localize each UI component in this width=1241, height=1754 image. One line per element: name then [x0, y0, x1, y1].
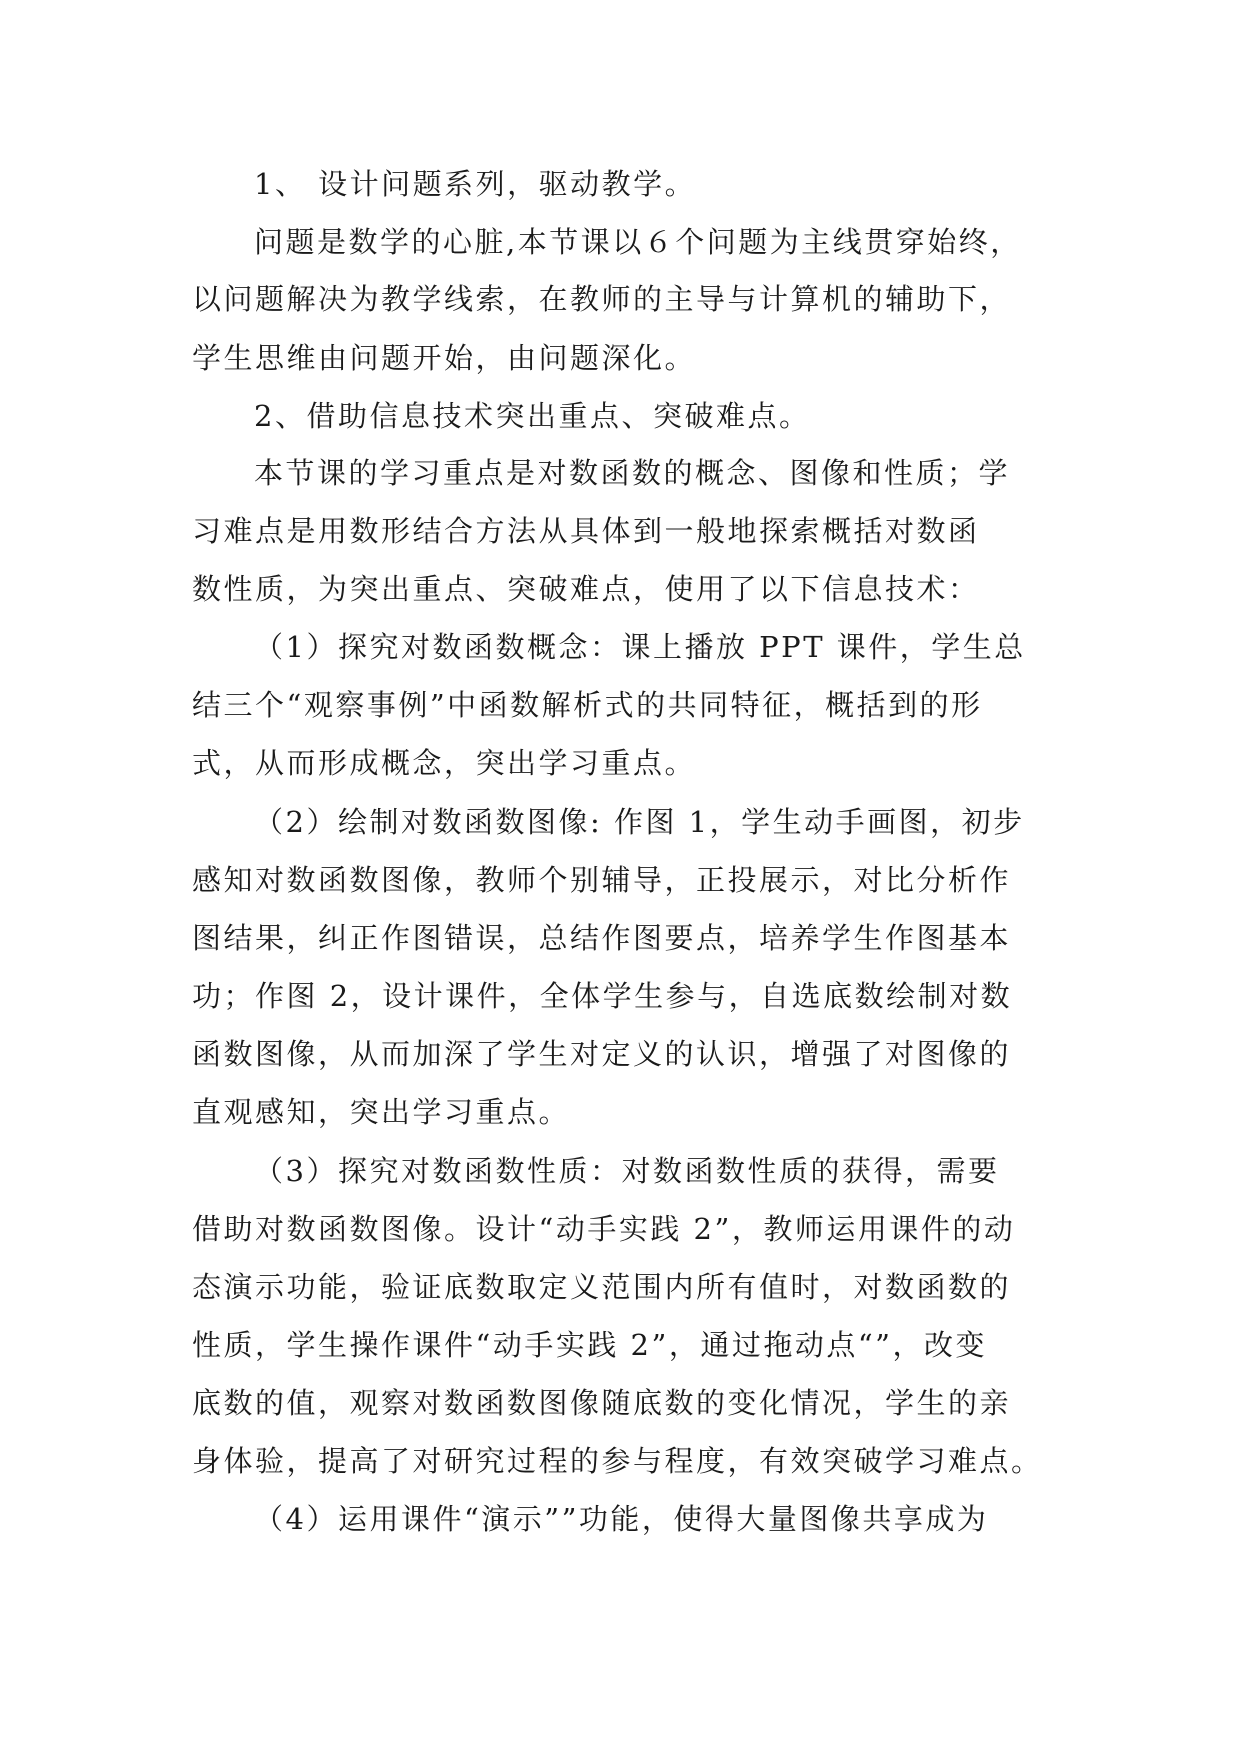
paragraph-line: 身体验，提高了对研究过程的参与程度，有效突破学习难点。	[192, 1444, 1043, 1478]
paragraph-line: （3）探究对数函数性质：对数函数性质的获得，需要	[254, 1154, 1000, 1188]
paragraph-line: 性质，学生操作课件“动手实践 2”，通过拖动点“”，改变	[192, 1328, 987, 1362]
heading-2: 2、借助信息技术突出重点、突破难点。	[254, 399, 811, 433]
paragraph-line: 问题是数学的心脏,本节课以６个问题为主线贯穿始终，	[254, 225, 1022, 259]
paragraph-line: 态演示功能，验证底数取定义范围内所有值时，对数函数的	[192, 1270, 1012, 1304]
paragraph-line: 借助对数函数图像。设计“动手实践 2”，教师运用课件的动	[192, 1212, 1016, 1246]
paragraph-line: 以问题解决为教学线索，在教师的主导与计算机的辅助下，	[192, 282, 1012, 316]
paragraph-line: 结三个“观察事例”中函数解析式的共同特征，概括到的形	[192, 688, 983, 722]
paragraph-line: 学生思维由问题开始，由问题深化。	[192, 341, 697, 375]
paragraph-line: 本节课的学习重点是对数函数的概念、图像和性质；学	[254, 456, 1011, 490]
paragraph-line: （1）探究对数函数概念：课上播放 PPT 课件，学生总	[254, 630, 1026, 664]
paragraph-line: 习难点是用数形结合方法从具体到一般地探索概括对数函	[192, 514, 980, 548]
paragraph-line: 底数的值，观察对数函数图像随底数的变化情况，学生的亲	[192, 1386, 1012, 1420]
paragraph-line: 感知对数函数图像，教师个别辅导，正投展示，对比分析作	[192, 863, 1012, 897]
paragraph-line: 数性质，为突出重点、突破难点，使用了以下信息技术：	[192, 572, 980, 606]
heading-1: 1、 设计问题系列，驱动教学。	[254, 167, 697, 201]
paragraph-line: 函数图像，从而加深了学生对定义的认识，增强了对图像的	[192, 1037, 1012, 1071]
paragraph-line: 直观感知，突出学习重点。	[192, 1095, 571, 1129]
paragraph-line: 式，从而形成概念，突出学习重点。	[192, 746, 697, 780]
paragraph-line: （2）绘制对数函数图像: 作图 1，学生动手画图，初步	[254, 805, 1025, 839]
paragraph-line: 功；作图 2，设计课件，全体学生参与，自选底数绘制对数	[192, 979, 1013, 1013]
paragraph-line: 图结果，纠正作图错误，总结作图要点，培养学生作图基本	[192, 921, 1012, 955]
paragraph-line: （4）运用课件“演示””功能，使得大量图像共享成为	[254, 1502, 989, 1536]
